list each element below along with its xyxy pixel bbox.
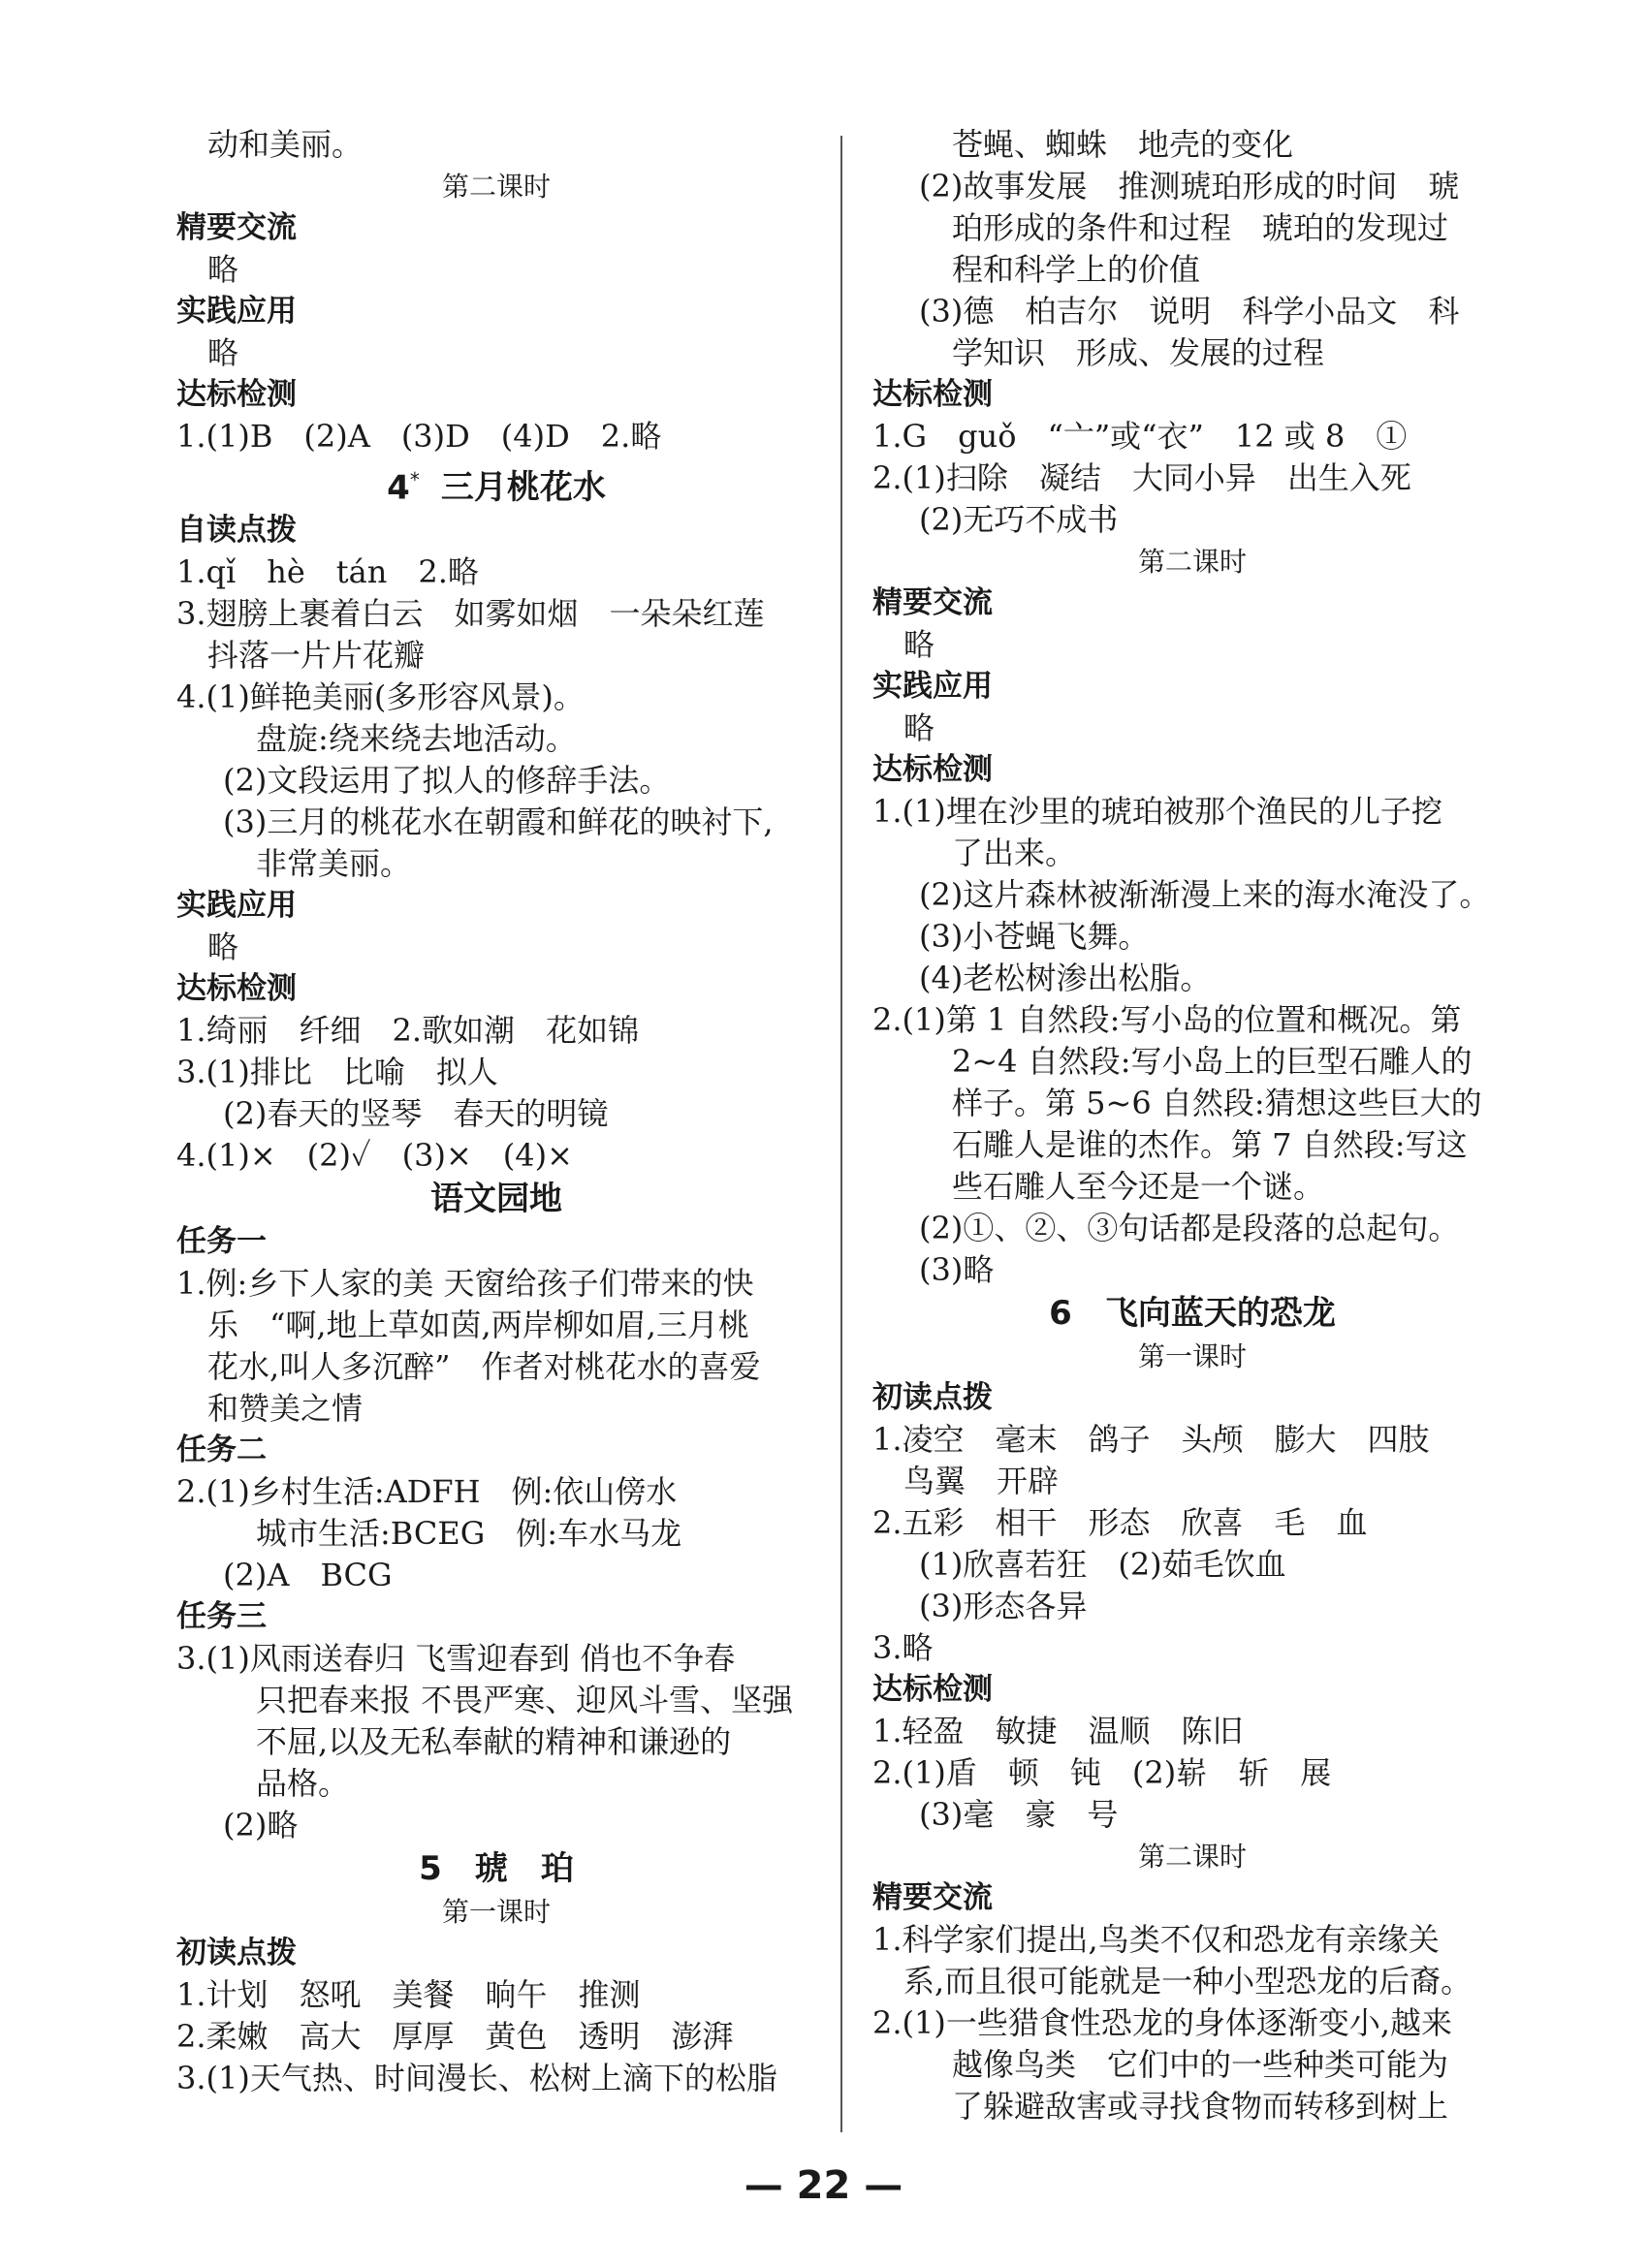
answer-line: 盘旋:绕来绕去地活动。 <box>256 720 577 758</box>
optional-mark: * <box>409 468 420 491</box>
section-heading: 精要交流 <box>872 1880 993 1915</box>
section-heading: 任务三 <box>176 1599 267 1635</box>
lesson-subtitle: 第二课时 <box>1137 1841 1247 1873</box>
section-heading: 初读点拨 <box>176 1936 297 1971</box>
section-heading: 达标检测 <box>872 1672 993 1707</box>
answer-line: 1.G guǒ “亠”或“衣” 12 或 8 ① <box>872 418 1408 455</box>
answer-line: (2)这片森林被渐渐漫上来的海水淹没了。 <box>919 876 1491 913</box>
answer-line: 1.凌空 毫末 鸽子 头颅 膨大 四肢 <box>872 1421 1430 1458</box>
answer-line: (3)三月的桃花水在朝霞和鲜花的映衬下, <box>223 803 774 841</box>
right-column <box>872 124 1512 2127</box>
answer-line: 了躲避敌害或寻找食物而转移到树上 <box>952 2088 1449 2125</box>
answer-line: 1.(1)B (2)A (3)D (4)D 2.略 <box>176 418 662 455</box>
answer-line: 1.轻盈 敏捷 温顺 陈旧 <box>872 1713 1244 1749</box>
answer-line: 1.例:乡下人家的美 天窗给孩子们带来的快 <box>176 1265 754 1303</box>
section-heading: 自读点拨 <box>176 513 297 549</box>
answer-line: (3)德 柏吉尔 说明 科学小品文 科 <box>919 293 1460 330</box>
answer-line: 4.(1)鲜艳美丽(多形容风景)。 <box>176 678 585 716</box>
answer-line: 2.(1)乡村生活:ADFH 例:依山傍水 <box>176 1473 678 1511</box>
answer-line: 1.绮丽 纤细 2.歌如潮 花如锦 <box>176 1012 640 1050</box>
answer-line: 抖落一片片花瓣 <box>207 637 426 675</box>
answer-line: (3)略 <box>919 1251 995 1288</box>
answer-line: (3)形态各异 <box>919 1588 1088 1624</box>
answer-line: 城市生活:BCEG 例:车水马龙 <box>256 1515 682 1553</box>
answer-line: 品格。 <box>256 1765 350 1803</box>
section-heading: 精要交流 <box>176 210 297 245</box>
answer-line: 动和美丽。 <box>207 126 364 163</box>
section-heading: 精要交流 <box>872 585 993 620</box>
section-heading: 达标检测 <box>872 752 993 787</box>
answer-line: 2.(1)扫除 凝结 大同小异 出生入死 <box>872 459 1411 496</box>
lesson-subtitle: 第一课时 <box>441 1896 551 1929</box>
section-heading: 任务二 <box>176 1433 267 1468</box>
answer-line: (1)欣喜若狂 (2)茹毛饮血 <box>919 1546 1286 1583</box>
answer-line: (2)文段运用了拟人的修辞手法。 <box>223 762 671 800</box>
answer-line: 和赞美之情 <box>207 1390 364 1428</box>
lesson-subtitle: 第二课时 <box>441 171 551 203</box>
lesson-number: 4 <box>387 468 410 508</box>
lesson-title: 语文园地 <box>430 1180 562 1219</box>
lesson-subtitle: 第二课时 <box>1137 546 1247 578</box>
answer-line: 3.(1)风雨送春归 飞雪迎春到 俏也不争春 <box>176 1640 736 1678</box>
answer-line: 2.(1)盾 顿 钝 (2)崭 斩 展 <box>872 1754 1332 1791</box>
answer-line: 2~4 自然段:写小岛上的巨型石雕人的 <box>952 1043 1473 1080</box>
answer-line: 2.(1)一些猎食性恐龙的身体逐渐变小,越来 <box>872 2004 1453 2041</box>
answer-line: 4.(1)× (2)✓ (3)× (4)× <box>176 1137 573 1175</box>
answer-line: 系,而且很可能就是一种小型恐龙的后裔。 <box>903 1963 1473 2000</box>
column-divider <box>840 136 842 2132</box>
section-heading: 实践应用 <box>176 294 297 329</box>
answer-line: 苍蝇、蜘蛛 地壳的变化 <box>952 126 1294 163</box>
answer-line: (2)A BCG <box>223 1557 393 1594</box>
answer-line: 1.科学家们提出,鸟类不仅和恐龙有亲缘关 <box>872 1921 1440 1958</box>
answer-line: 学知识 形成、发展的过程 <box>952 334 1325 371</box>
answer-line: 程和科学上的价值 <box>952 251 1201 288</box>
answer-line: (2)略 <box>223 1807 299 1844</box>
lesson-title: 5 琥 珀 <box>419 1849 574 1889</box>
lesson-subtitle: 第一课时 <box>1137 1340 1247 1372</box>
answer-line: (4)老松树渗出松脂。 <box>919 960 1212 996</box>
answer-line: 鸟翼 开辟 <box>903 1463 1060 1499</box>
section-heading: 任务一 <box>176 1224 267 1260</box>
answer-line: 2.柔嫩 高大 厚厚 黄色 透明 澎湃 <box>176 2018 734 2056</box>
answer-line: 略 <box>903 626 935 663</box>
answer-line: 乐 “啊,地上草如茵,两岸柳如眉,三月桃 <box>207 1307 749 1344</box>
answer-line: 3.翅膀上裹着白云 如雾如烟 一朵朵红莲 <box>176 595 765 633</box>
answer-line: 1.qǐ hè tán 2.略 <box>176 553 479 591</box>
answer-line: 非常美丽。 <box>256 845 412 883</box>
answer-line: 了出来。 <box>952 835 1077 871</box>
section-heading: 初读点拨 <box>872 1380 993 1415</box>
section-heading: 实践应用 <box>176 888 297 924</box>
answer-line: 3.略 <box>872 1629 934 1666</box>
lesson-title: 6 飞向蓝天的恐龙 <box>1049 1294 1336 1333</box>
answer-line: (2)①、②、③句话都是段落的总起句。 <box>919 1210 1460 1246</box>
answer-line: 1.(1)埋在沙里的琥珀被那个渔民的儿子挖 <box>872 793 1442 830</box>
answer-line: 珀形成的条件和过程 琥珀的发现过 <box>952 209 1449 246</box>
answer-line: 略 <box>207 334 239 371</box>
section-heading: 实践应用 <box>872 669 993 704</box>
answer-line: 3.(1)排比 比喻 拟人 <box>176 1054 498 1091</box>
answer-line: 不屈,以及无私奉献的精神和谦逊的 <box>256 1723 732 1761</box>
answer-line: 略 <box>207 929 239 966</box>
answer-line: 花水,叫人多沉醉” 作者对桃花水的喜爱 <box>207 1348 761 1386</box>
answer-line: 3.(1)天气热、时间漫长、松树上滴下的松脂 <box>176 2060 777 2097</box>
answer-line: 只把春来报 不畏严寒、迎风斗雪、坚强 <box>256 1682 794 1719</box>
answer-line: 略 <box>903 709 935 746</box>
answer-line: 石雕人是谁的杰作。第 7 自然段:写这 <box>952 1126 1468 1163</box>
answer-line: (2)无巧不成书 <box>919 501 1119 538</box>
answer-line: (3)毫 豪 号 <box>919 1796 1119 1833</box>
section-heading: 达标检测 <box>176 971 297 1007</box>
answer-line: 些石雕人至今还是一个谜。 <box>952 1168 1325 1205</box>
page-number: — 22 — <box>744 2163 903 2208</box>
section-heading: 达标检测 <box>872 377 993 412</box>
lesson-name: 三月桃花水 <box>440 468 606 508</box>
section-heading: 达标检测 <box>176 377 297 412</box>
answer-line: (2)春天的竖琴 春天的明镜 <box>223 1095 609 1133</box>
answer-line: (2)故事发展 推测琥珀形成的时间 琥 <box>919 168 1460 205</box>
answer-line: 越像鸟类 它们中的一些种类可能为 <box>952 2046 1449 2083</box>
answer-line: 2.(1)第 1 自然段:写小岛的位置和概况。第 <box>872 1001 1462 1038</box>
lesson-title <box>176 457 816 510</box>
answer-line: 2.五彩 相干 形态 欣喜 毛 血 <box>872 1504 1368 1541</box>
answer-line: 1.计划 怒吼 美餐 晌午 推测 <box>176 1976 641 2014</box>
left-column <box>176 124 816 2099</box>
answer-line: (3)小苍蝇飞舞。 <box>919 918 1150 955</box>
answer-line: 样子。第 5~6 自然段:猜想这些巨大的 <box>952 1085 1482 1121</box>
answer-line: 略 <box>207 251 239 288</box>
